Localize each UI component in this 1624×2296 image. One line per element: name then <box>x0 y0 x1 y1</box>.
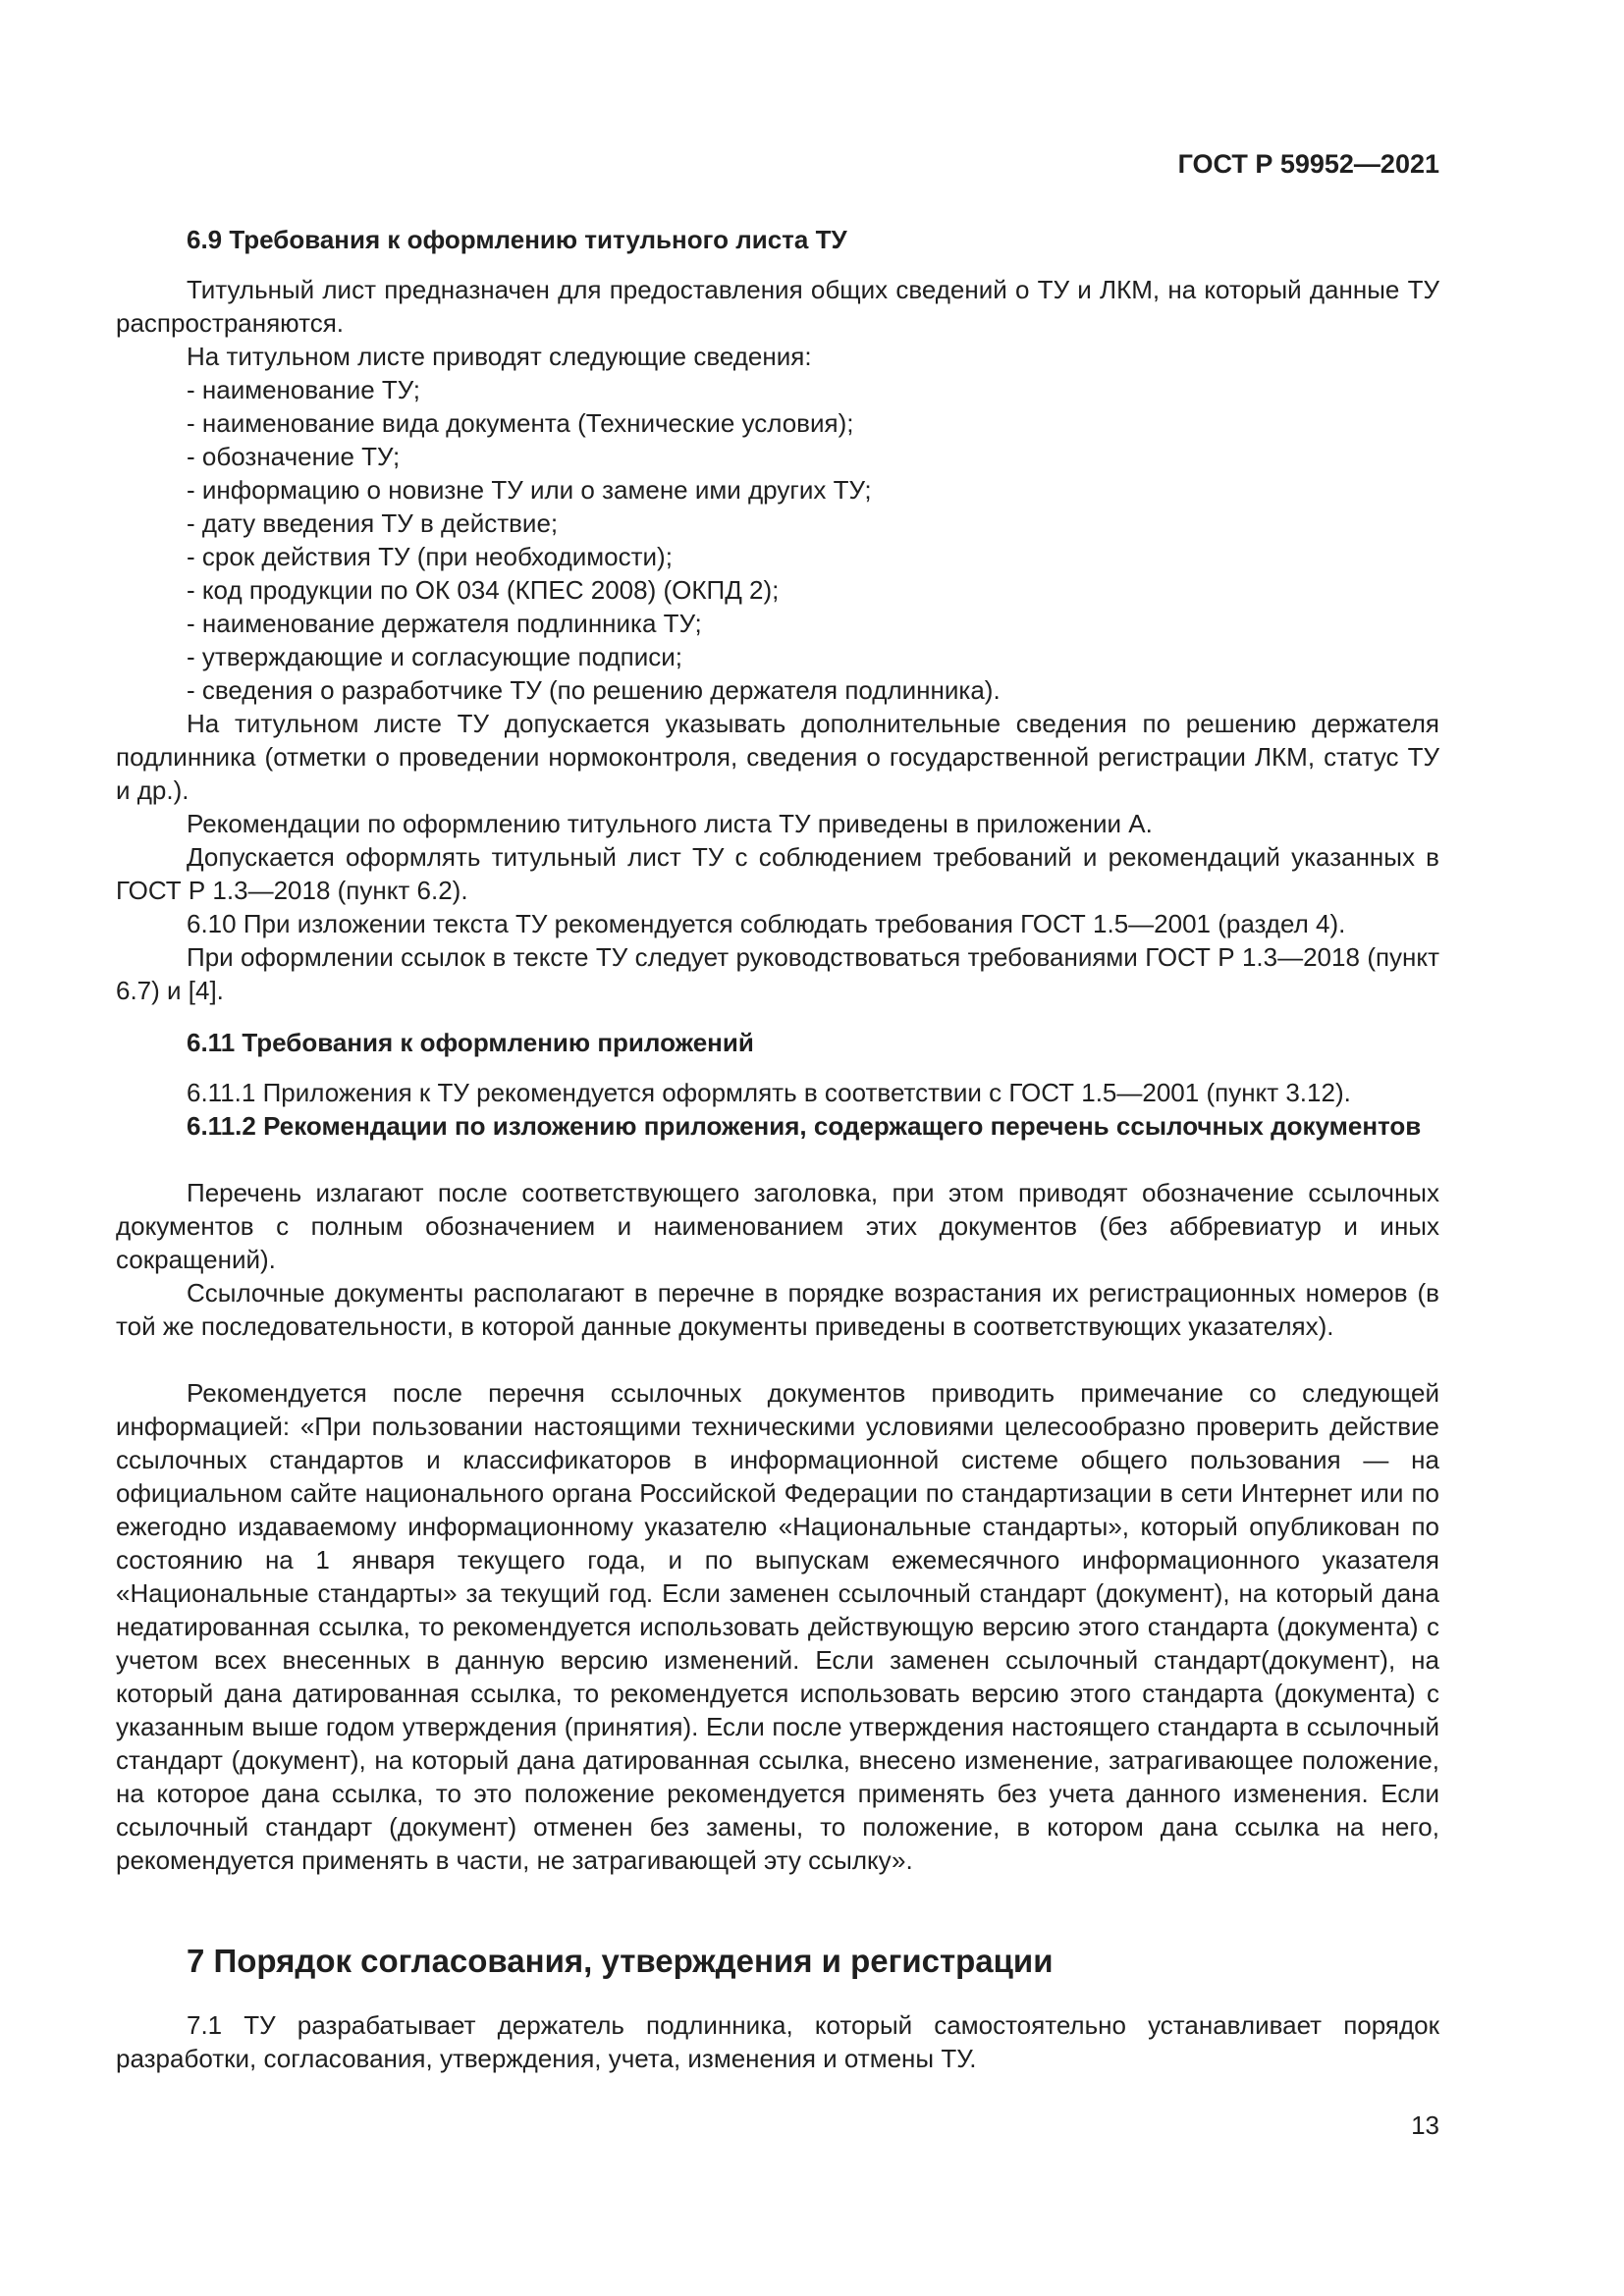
list-item: - обозначение ТУ; <box>187 442 401 471</box>
list-item: - наименование вида документа (Технические условия); <box>187 408 854 438</box>
list-item: - наименование держателя подлинника ТУ; <box>187 609 702 638</box>
list-item: - информацию о новизне ТУ или о замене ими других ТУ; <box>187 475 872 505</box>
paragraph: Перечень излагают после соответствующего заголовка, при этом приводят обозначение ссылочных документов с полным обозначением и наименованием этих документов (без аббревиатур и иных сокращений). <box>116 1178 1439 1274</box>
list-item: - наименование ТУ; <box>187 375 420 404</box>
paragraph: Допускается оформлять титульный лист ТУ с соблюдением требований и рекомендаций указанных в ГОСТ Р 1.3—2018 (пункт 6.2). <box>116 842 1439 905</box>
list-item: - утверждающие и согласующие подписи; <box>187 642 682 671</box>
paragraph: 6.10 При изложении текста ТУ рекомендуется соблюдать требования ГОСТ 1.5—2001 (раздел 4). <box>187 909 1346 938</box>
paragraph: На титульном листе ТУ допускается указывать дополнительные сведения по решению держателя подлинника (отметки о проведении нормоконтроля, сведения о государственной регистрации ЛКМ, статус ТУ и др.). <box>116 709 1439 805</box>
heading-6-11: 6.11 Требования к оформлению приложений <box>187 1028 754 1057</box>
paragraph: 7.1 ТУ разрабатывает держатель подлинника, который самостоятельно устанавливает порядок разработки, согласования, утверждения, учета, изменения и отмены ТУ. <box>116 2010 1439 2073</box>
paragraph: Титульный лист предназначен для предоставления общих сведений о ТУ и ЛКМ, на который данные ТУ распространяются. <box>116 275 1439 338</box>
heading-section-7: 7 Порядок согласования, утверждения и регистрации <box>187 1943 1054 1979</box>
paragraph: При оформлении ссылок в тексте ТУ следует руководствоваться требованиями ГОСТ Р 1.3—2018 (пункт 6.7) и [4]. <box>116 942 1439 1005</box>
list-item: - сведения о разработчике ТУ (по решению держателя подлинника). <box>187 675 1001 705</box>
document-header-id: ГОСТ Р 59952—2021 <box>1177 149 1439 179</box>
subheading-6-11-2: 6.11.2 Рекомендации по изложению приложения, содержащего перечень ссылочных документов <box>187 1111 1422 1141</box>
paragraph: Рекомендации по оформлению титульного листа ТУ приведены в приложении А. <box>187 809 1153 838</box>
page-number: 13 <box>1411 2110 1439 2140</box>
list-item: - дату введения ТУ в действие; <box>187 508 559 538</box>
paragraph: Рекомендуется после перечня ссылочных документов приводить примечание со следующей информацией: «При пользовании настоящими техническими условиями целесообразно проверить действие ссылочных стандартов и классификаторов в информационной системе общего пользования — на официальном сайте национального органа Российской Федерации по стандартизации в сети Интернет или по ежегодно издаваемому информационному указателю «Национальные стандарты», который опубликован по состоянию на 1 января текущего года, и по выпускам ежемесячного информационного указателя «Национальные стандарты» за текущий год. Если заменен ссылочный стандарт (документ), на который дана недатированная ссылка, то рекомендуется использовать действующую версию этого стандарта (документа) с учетом всех внесенных в данную версию изменений. Если заменен ссылочный стандарт(документ), на который дана датированная ссылка, то рекомендуется использовать версию этого стандарта (документа) с указанным выше годом утверждения (принятия). Если после утверждения настоящего стандарта в ссылочный стандарт (документ), на который дана датированная ссылка, внесено изменение, затрагивающее положение, на которое дана ссылка, то это положение рекомендуется применять без учета данного изменения. Если ссылочный стандарт (документ) отменен без замены, то положение, в котором дана ссылка на него, рекомендуется применять в части, не затрагивающей эту ссылку». <box>116 1378 1439 1875</box>
paragraph: Ссылочные документы располагают в перечне в порядке возрастания их регистрационных номеров (в той же последовательности, в которой данные документы приведены в соответствующих указателях). <box>116 1278 1439 1341</box>
list-item: - код продукции по ОК 034 (КПЕС 2008) (ОКПД 2); <box>187 575 780 605</box>
paragraph: 6.11.1 Приложения к ТУ рекомендуется оформлять в соответствии с ГОСТ 1.5—2001 (пункт 3.12). <box>187 1078 1351 1107</box>
list-item: - срок действия ТУ (при необходимости); <box>187 542 673 571</box>
paragraph: На титульном листе приводят следующие сведения: <box>187 342 812 371</box>
heading-6-9: 6.9 Требования к оформлению титульного листа ТУ <box>187 225 847 254</box>
